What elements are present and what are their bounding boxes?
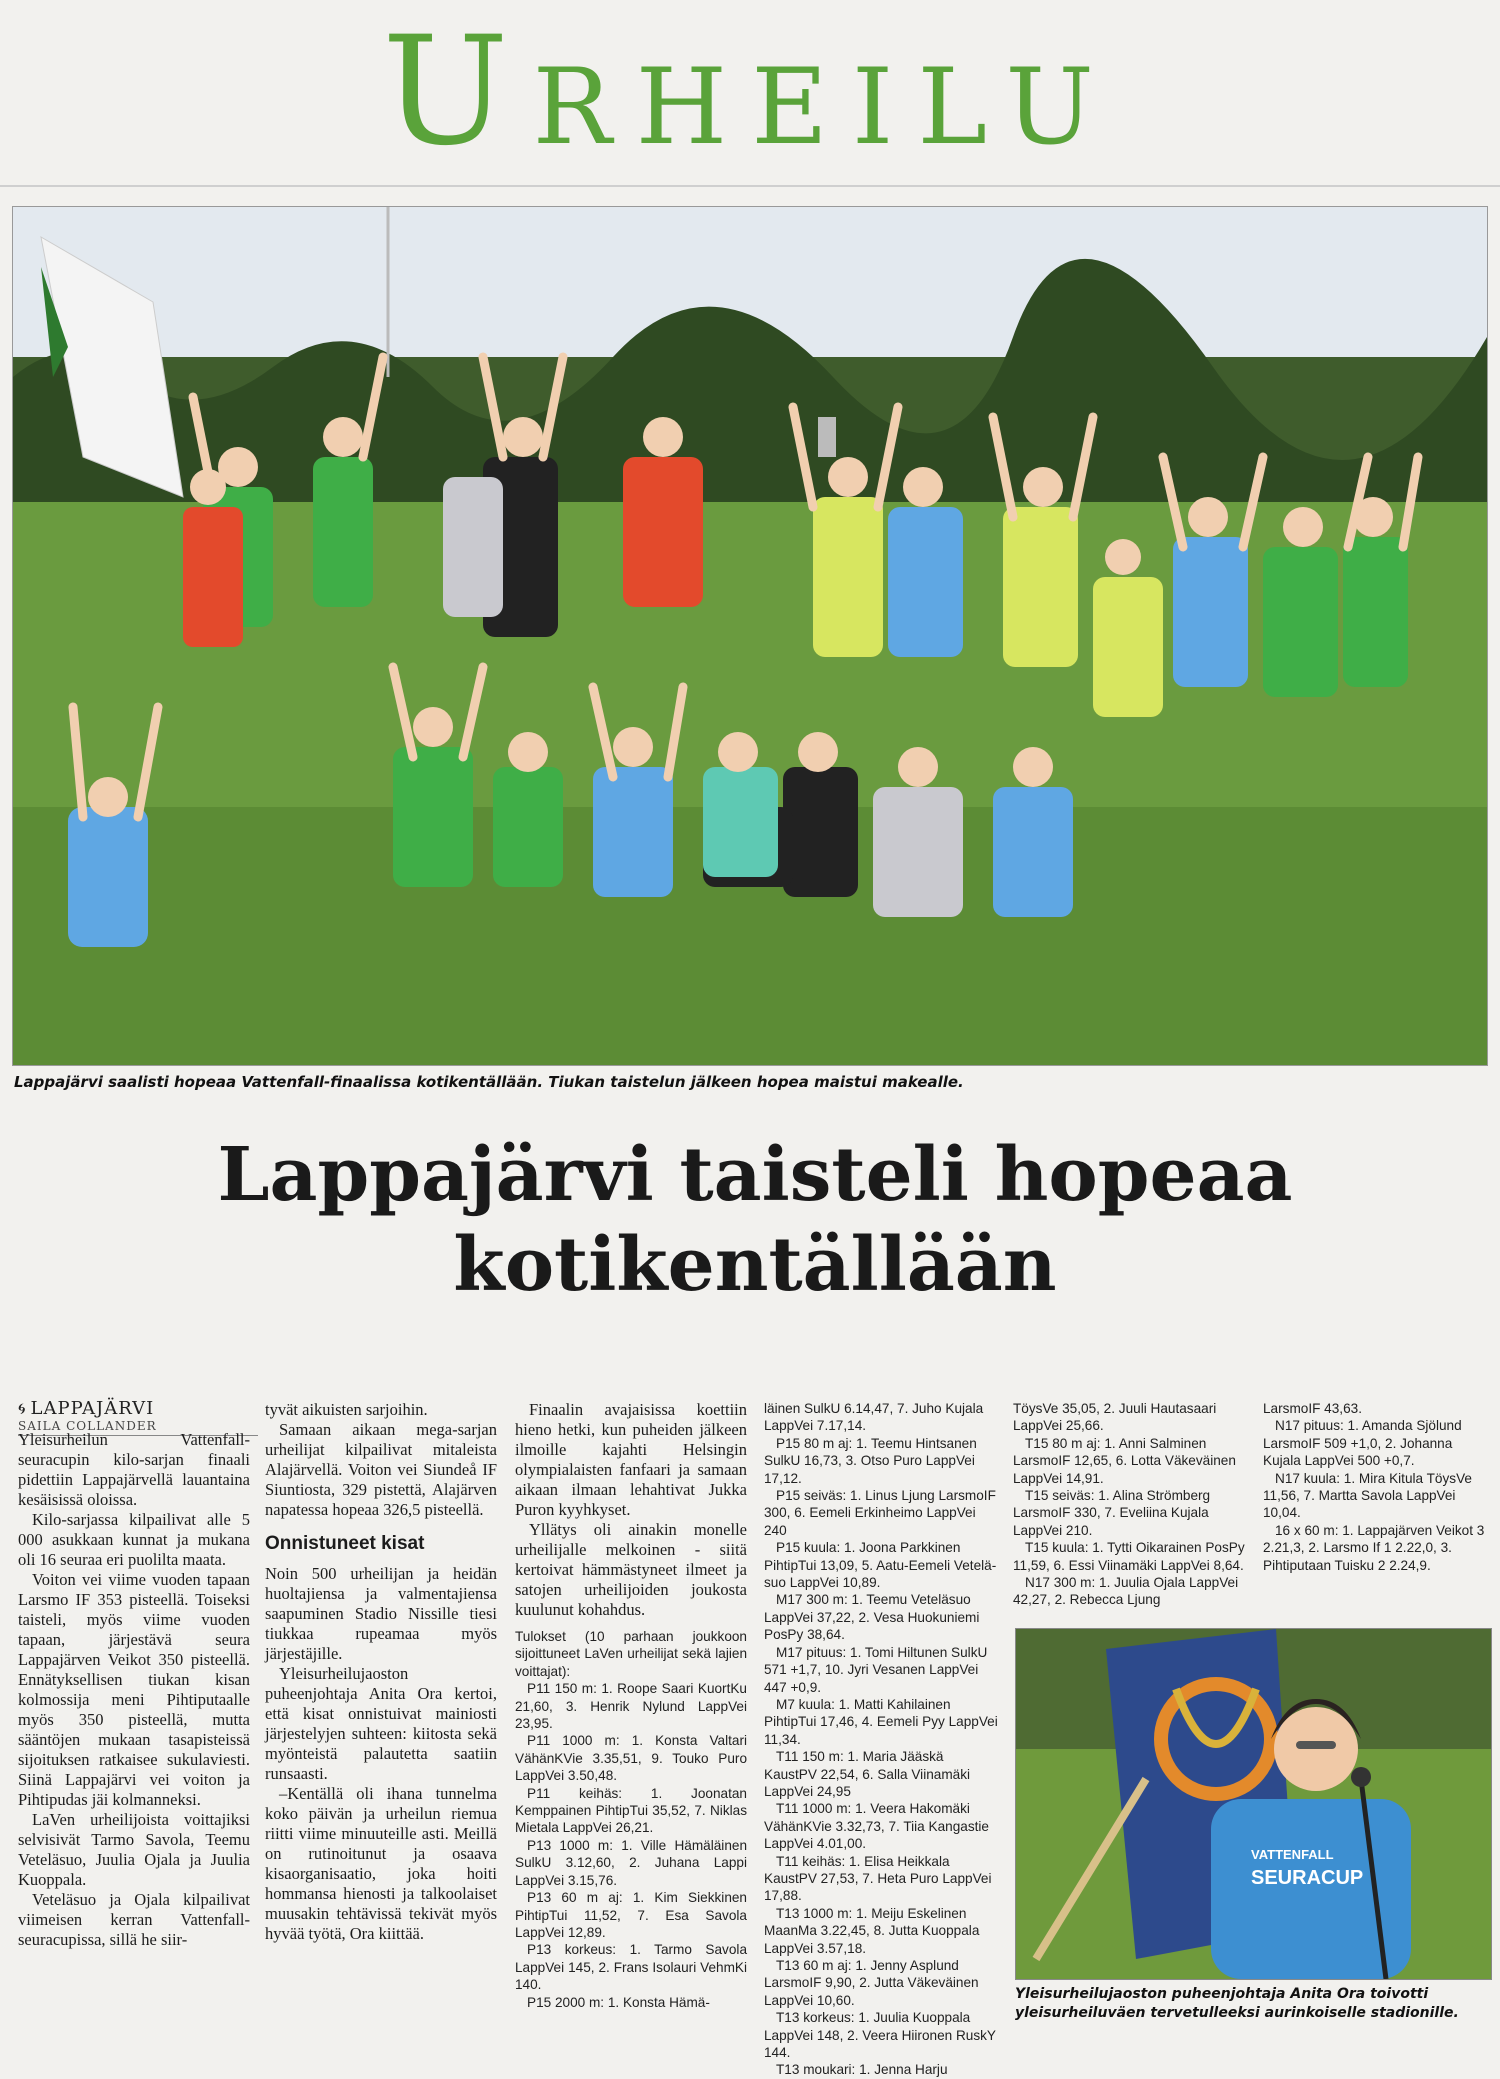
article-column-3 — [515, 1400, 747, 2011]
result-entry: M17 pituus: 1. Tomi Hiltunen SulkU 571 +1,7, 10. Jyri Vesanen LappVei 447 +0,9. — [764, 1644, 988, 1695]
headline-line-1: Lappajärvi taisteli hopeaa — [217, 1132, 1293, 1218]
result-entry: P11 keihäs: 1. Joonatan Kemppainen PihtipTui 35,52, 7. Niklas Mietala LappVei 26,21. — [515, 1785, 747, 1836]
article-column-1 — [18, 1430, 250, 1950]
article-paragraph: Samaan aikaan mega-sarjan urheilijat kilpailivat mitaleista Alajärvellä. Voiton vei Siundeå IF Siuntiosta, 329 pistettä, Alajärven napatessa hopeaa 326,5 pisteellä. — [265, 1420, 497, 1519]
result-entry: N17 300 m: 1. Juulia Ojala LappVei 42,27, 2. Rebecca Ljung — [1013, 1575, 1239, 1608]
article-paragraph: –Kentällä oli ihana tunnelma koko päivän ja urheilun riemua riitti viime minuuteille asti. Meillä on rutinoitunut ja osaava kisaorganisaatio, joka hoiti hommansa hienosti ja talkoolaiset muusakin tehtävissä tekivät myös hyvää työtä, Ora kiittää. — [265, 1784, 497, 1943]
shirt-text-2: SEURACUP — [1251, 1867, 1364, 1889]
results-column-2 — [764, 1400, 999, 2079]
result-entry: T13 1000 m: 1. Meiju Eskelinen MaanMa 3.22,45, 8. Jutta Kuoppala LappVei 3.57,18. — [764, 1905, 980, 1956]
article-paragraph: Yllätys oli ainakin monelle urheilijalle melkoinen - siitä kertoivat hämmästyneet ilmeet ja satojen urheilijoiden joukosta kuulunut kohahdus. — [515, 1520, 747, 1619]
result-entry: P15 2000 m: 1. Konsta Hämä- — [527, 1994, 710, 2010]
speaker-photo-illustration — [1016, 1629, 1491, 1979]
article-paragraph: Yleisurheilun Vattenfall-seuracupin kilo-sarjan finaali pidettiin Lappajärvellä lauantaina kesäisissä oloissa. — [18, 1430, 250, 1509]
main-photo — [12, 206, 1488, 1066]
article-paragraph: Finaalin avajaisissa koettiin hieno hetki, kun puheiden jälkeen ilmoille kajahti Helsingin olympialaisten fanfaari ja samaan aikaan ilmaan lehahtivat Jukka Puron kyyhkyset. — [515, 1400, 747, 1519]
result-entry: LarsmoIF 43,63. — [1263, 1401, 1362, 1416]
speaker-photo-caption: Yleisurheilujaoston puheenjohtaja Anita Ora toivotti yleisurheiluväen tervetulleeksi aurinkoiselle stadionille. — [1015, 1986, 1459, 2021]
article-paragraph: Noin 500 urheilijan ja heidän huoltajiensa ja valmentajiensa saapuminen Stadio Nissille tiesi tiukkaa rupeamaa myös järjestäjille. — [265, 1564, 497, 1663]
result-entry: N17 kuula: 1. Mira Kitula TöysVe 11,56, 7. Martta Savola LappVei 10,04. — [1263, 1470, 1472, 1521]
results-intro: Tulokset (10 parhaan joukkoon sijoittuneet LaVen urheilijat sekä lajien voittajat): — [515, 1629, 747, 1679]
article-paragraph: Kilo-sarjassa kilpailivat alle 5 000 asukkaan kunnat ja mukana oli 16 seuraa eri puolilta maata. — [18, 1510, 250, 1569]
result-entry: P13 1000 m: 1. Ville Hämäläinen SulkU 3.12,60, 2. Juhana Lappi LappVei 3.15,76. — [515, 1837, 747, 1888]
result-entry: M7 kuula: 1. Matti Kahilainen PihtipTui 17,46, 4. Eemeli Pyy LappVei 11,34. — [764, 1696, 998, 1747]
results-column-3 — [1013, 1400, 1251, 1609]
shirt-text-1: VATTENFALL — [1251, 1847, 1334, 1862]
result-entry: M17 300 m: 1. Teemu Veteläsuo LappVei 37,22, 2. Vesa Huokuniemi PosPy 38,64. — [764, 1592, 980, 1643]
result-entry: N17 pituus: 1. Amanda Sjölund LarsmoIF 509 +1,0, 2. Johanna Kujala LappVei 500 +0,7. — [1263, 1418, 1462, 1469]
result-entry: T11 1000 m: 1. Veera Hakomäki VähänKVie 3.32,73, 7. Tiia Kangastie LappVei 4.01,00. — [764, 1801, 989, 1852]
article-paragraph: Veteläsuo ja Ojala kilpailivat viimeisen kerran Vattenfall-seuracupissa, sillä he siir- — [18, 1890, 250, 1949]
result-entry: T15 seiväs: 1. Alina Strömberg LarsmoIF 330, 7. Eveliina Kujala LappVei 210. — [1013, 1488, 1211, 1538]
article-paragraph: Yleisurheilujaoston puheenjohtaja Anita Ora kertoi, että kisat onnistuivat mainiosti järjestelyjen suhteen: kiitosta sekä myönteistä palautetta saatiin runsaasti. — [265, 1664, 497, 1783]
results-column-1 — [515, 1628, 747, 2011]
result-entry: P11 1000 m: 1. Konsta Valtari VähänKVie 3.35,51, 9. Touko Puro LappVei 3.50,48. — [515, 1733, 747, 1784]
result-entry: T13 moukari: 1. Jenna Harju — [776, 2062, 948, 2078]
main-photo-illustration — [13, 207, 1487, 1065]
result-entry: T13 korkeus: 1. Juulia Kuoppala LappVei 148, 2. Veera Hiironen RuskY 144. — [764, 2010, 996, 2061]
result-entry: P15 kuula: 1. Joona Parkkinen PihtipTui 13,09, 5. Aatu-Eemeli Veteläsuo LappVei 10,89. — [764, 1540, 997, 1591]
section-title: Urheilu — [382, 5, 1118, 179]
article-column-2 — [265, 1400, 497, 1944]
speaker-photo — [1015, 1628, 1492, 1980]
article-paragraph: LaVen urheilijoista voittajiksi selvisivät Tarmo Savola, Teemu Veteläsuo, Juulia Ojala ja Juulia Kuoppala. — [18, 1810, 250, 1889]
results-column-4 — [1263, 1400, 1493, 1574]
swirl-icon: 🌀︎ — [18, 1398, 27, 1418]
result-entry: T15 80 m aj: 1. Anni Salminen LarsmoIF 12,65, 6. Lotta Väkeväinen LappVei 14,91. — [1013, 1435, 1236, 1486]
result-entry: P15 80 m aj: 1. Teemu Hintsanen SulkU 16,73, 3. Otso Puro LappVei 17,12. — [764, 1435, 977, 1486]
result-entry: TöysVe 35,05, 2. Juuli Hautasaari LappVei 25,66. — [1013, 1401, 1217, 1434]
headline — [60, 1130, 1450, 1310]
article-paragraph: tyvät aikuisten sarjoihin. — [265, 1400, 428, 1419]
headline-line-2: kotikentällään — [453, 1222, 1057, 1308]
subheading: Onnistuneet kisat — [265, 1533, 425, 1554]
result-entry: P11 150 m: 1. Roope Saari KuortKu 21,60, 3. Henrik Nylund LappVei 23,95. — [515, 1681, 747, 1732]
result-entry: P13 korkeus: 1. Tarmo Savola LappVei 145, 2. Frans Isolauri VehmKi 140. — [515, 1942, 747, 1993]
result-entry: läinen SulkU 6.14,47, 7. Juho Kujala LappVei 7.17,14. — [764, 1401, 984, 1434]
result-entry: P13 60 m aj: 1. Kim Siekkinen PihtipTui 11,52, 7. Esa Savola LappVei 12,89. — [515, 1890, 747, 1940]
dateline-text: LAPPAJÄRVI — [30, 1398, 155, 1419]
article-paragraph: Voiton vei viime vuoden tapaan Larsmo IF 353 pisteellä. Toiseksi taisteli, myös viime vuoden tapaan, järjestävä seura Lappajärven Veikot 350 pisteellä. Ennätyksellisen tiukan kisan kolmossija meni Pihtiputaalle myös 350 pisteellä, mutta sääntöjen mukaan tasapisteissä sijoituksen ratkaisee sukulaviesti. Siinä Lappajärvi vei voiton ja Pihtipudas jäi kolmanneksi. — [18, 1570, 250, 1809]
result-entry: T13 60 m aj: 1. Jenny Asplund LarsmoIF 9,90, 2. Jutta Väkeväinen LappVei 10,60. — [764, 1958, 979, 2008]
result-entry: T15 kuula: 1. Tytti Oikarainen PosPy 11,59, 6. Essi Viinamäki LappVei 8,64. — [1013, 1540, 1245, 1573]
result-entry: P15 seiväs: 1. Linus Ljung LarsmoIF 300, 6. Eemeli Erkinheimo LappVei 240 — [764, 1488, 996, 1538]
author: SAILA COLLANDER — [18, 1419, 258, 1436]
section-header — [0, 0, 1500, 187]
result-entry: T11 keihäs: 1. Elisa Heikkala KaustPV 27,53, 7. Heta Puro LappVei 17,88. — [764, 1853, 992, 1904]
dateline — [18, 1398, 258, 1419]
result-entry: T11 150 m: 1. Maria Jääskä KaustPV 22,54, 6. Salla Viinamäki LappVei 24,95 — [764, 1749, 971, 1799]
result-entry: 16 x 60 m: 1. Lappajärven Veikot 3 2.21,3, 2. Larsmo If 1 2.22,0, 3. Pihtiputaan Tuisku 2 2.24,9. — [1263, 1522, 1485, 1573]
main-photo-caption: Lappajärvi saalisti hopeaa Vattenfall-finaalissa kotikentällään. Tiukan taistelun jälkeen hopea maistui makealle. — [14, 1073, 964, 1091]
